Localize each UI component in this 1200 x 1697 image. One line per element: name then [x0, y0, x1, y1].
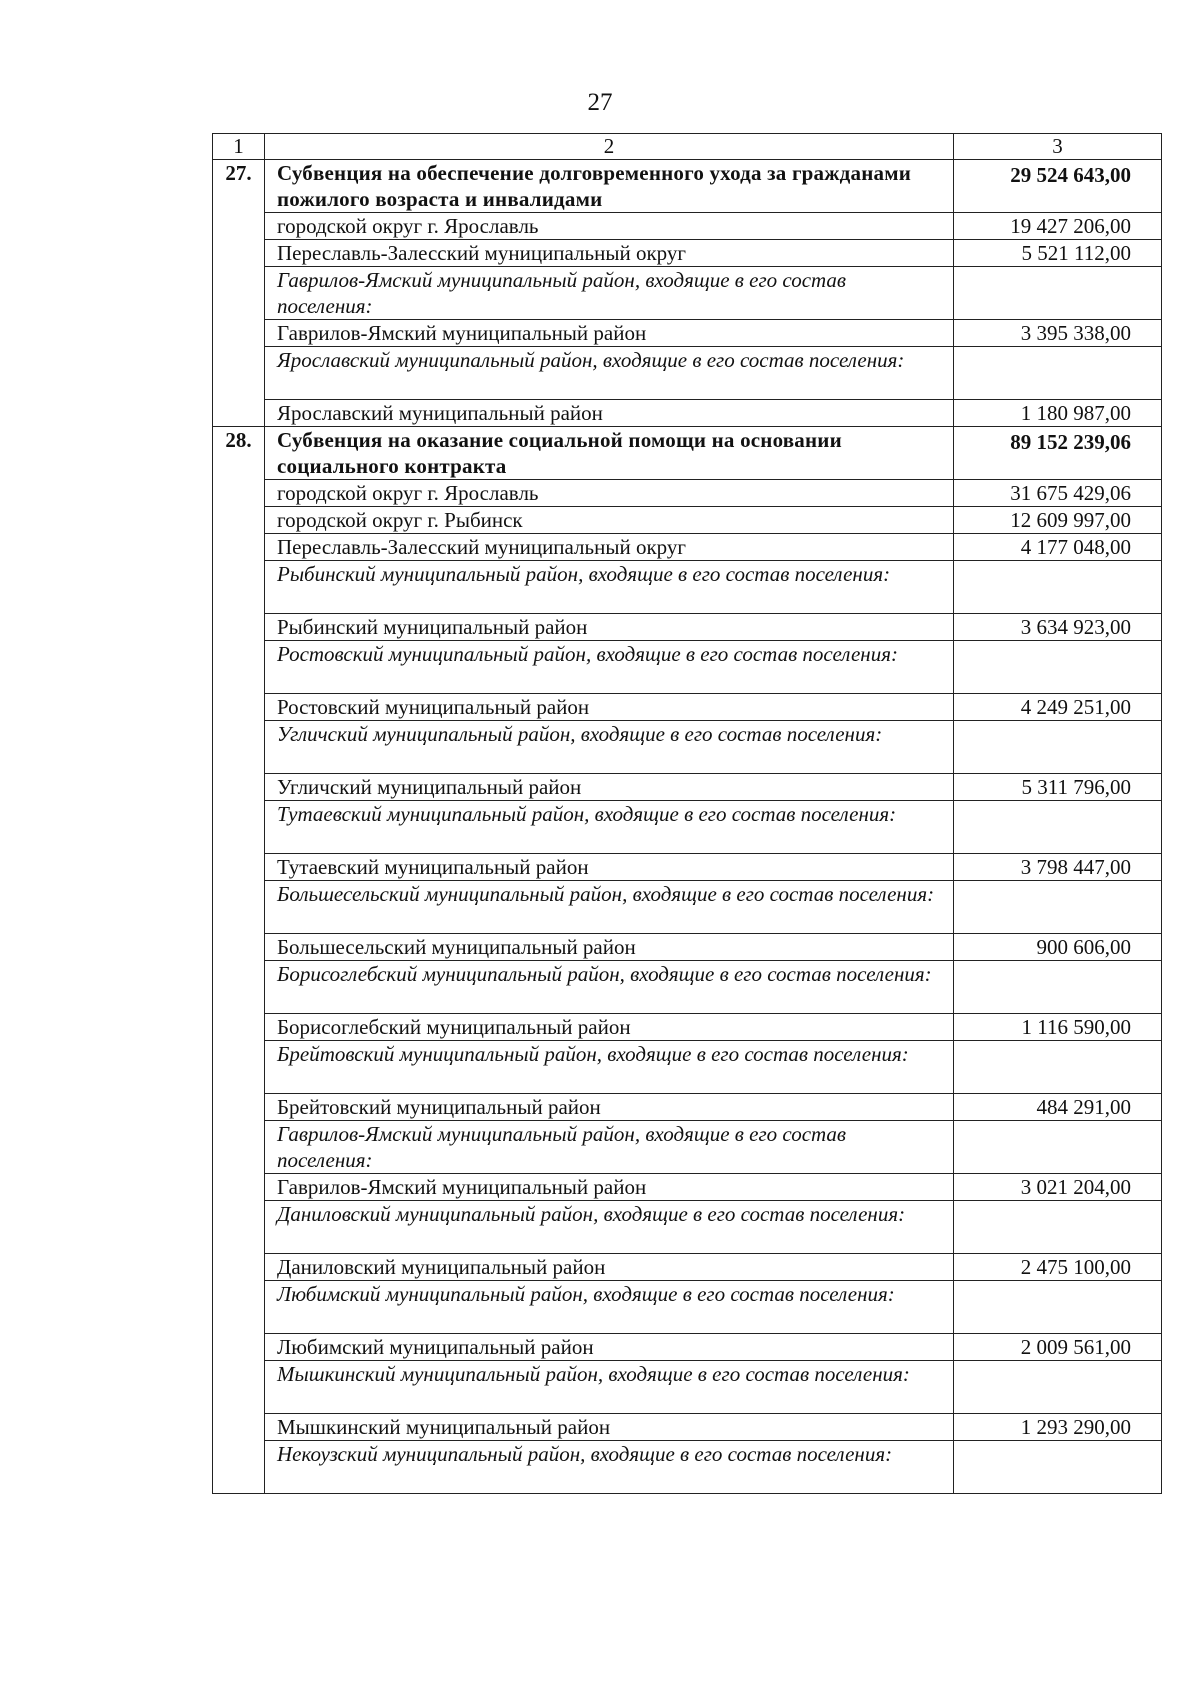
settlement-note-row [213, 561, 1162, 614]
section-header-row [213, 160, 1162, 213]
section-total: 29 524 643,00 [954, 160, 1162, 213]
amount-value [954, 1041, 1162, 1094]
section-total: 89 152 239,06 [954, 427, 1162, 480]
amount-value [954, 1441, 1162, 1494]
subvention-table [212, 133, 1162, 1494]
municipality-row [213, 854, 1162, 881]
municipality-name: Борисоглебский муниципальный район [265, 1014, 954, 1041]
municipality-row [213, 1334, 1162, 1361]
municipality-name: Ростовский муниципальный район [265, 694, 954, 721]
settlement-note-row [213, 1441, 1162, 1494]
amount-value [954, 641, 1162, 694]
amount-value [954, 347, 1162, 400]
amount-value: 4 249 251,00 [954, 694, 1162, 721]
municipality-row [213, 240, 1162, 267]
table-body [213, 134, 1162, 1494]
page-number: 27 [587, 89, 613, 116]
section-number: 28. [213, 427, 265, 1494]
section-title: Субвенция на оказание социальной помощи на основании социального контракта [265, 427, 954, 480]
municipality-row [213, 1414, 1162, 1441]
municipality-name: Даниловский муниципальный район [265, 1254, 954, 1281]
municipality-name: Переславль-Залесский муниципальный округ [265, 534, 954, 561]
municipality-name: Гаврилов-Ямский муниципальный район [265, 320, 954, 347]
municipality-name: Ярославский муниципальный район, входящие в его состав поселения: [265, 347, 954, 400]
amount-value: 2 475 100,00 [954, 1254, 1162, 1281]
municipality-name: Любимский муниципальный район [265, 1334, 954, 1361]
municipality-row [213, 934, 1162, 961]
municipality-row [213, 480, 1162, 507]
amount-value: 31 675 429,06 [954, 480, 1162, 507]
municipality-name: городской округ г. Ярославль [265, 213, 954, 240]
settlement-note-row [213, 267, 1162, 320]
municipality-name: Угличский муниципальный район [265, 774, 954, 801]
municipality-row [213, 507, 1162, 534]
municipality-row [213, 534, 1162, 561]
municipality-row [213, 694, 1162, 721]
section-number: 27. [213, 160, 265, 427]
municipality-name: Угличский муниципальный район, входящие в его состав поселения: [265, 721, 954, 774]
municipality-name: Борисоглебский муниципальный район, входящие в его состав поселения: [265, 961, 954, 1014]
municipality-row [213, 1094, 1162, 1121]
amount-value: 900 606,00 [954, 934, 1162, 961]
municipality-name: Брейтовский муниципальный район [265, 1094, 954, 1121]
municipality-name: Рыбинский муниципальный район, входящие в его состав поселения: [265, 561, 954, 614]
settlement-note-row [213, 801, 1162, 854]
settlement-note-row [213, 961, 1162, 1014]
municipality-row [213, 400, 1162, 427]
amount-value: 3 021 204,00 [954, 1174, 1162, 1201]
settlement-note-row [213, 721, 1162, 774]
amount-value: 3 395 338,00 [954, 320, 1162, 347]
municipality-row [213, 213, 1162, 240]
municipality-name: Даниловский муниципальный район, входящие в его состав поселения: [265, 1201, 954, 1254]
column-number-1: 1 [213, 134, 265, 160]
settlement-note-row [213, 1281, 1162, 1334]
amount-value: 5 311 796,00 [954, 774, 1162, 801]
amount-value: 484 291,00 [954, 1094, 1162, 1121]
municipality-name: городской округ г. Рыбинск [265, 507, 954, 534]
amount-value: 1 116 590,00 [954, 1014, 1162, 1041]
amount-value [954, 1201, 1162, 1254]
column-number-3: 3 [954, 134, 1162, 160]
municipality-name: Любимский муниципальный район, входящие в его состав поселения: [265, 1281, 954, 1334]
column-number-row [213, 134, 1162, 160]
section-title: Субвенция на обеспечение долговременного ухода за гражданами пожилого возраста и инвалидами [265, 160, 954, 213]
amount-value [954, 961, 1162, 1014]
amount-value: 3 634 923,00 [954, 614, 1162, 641]
municipality-name: Мышкинский муниципальный район, входящие в его состав поселения: [265, 1361, 954, 1414]
municipality-name: Ростовский муниципальный район, входящие в его состав поселения: [265, 641, 954, 694]
amount-value [954, 1121, 1162, 1174]
settlement-note-row [213, 1121, 1162, 1174]
municipality-name: Мышкинский муниципальный район [265, 1414, 954, 1441]
amount-value: 12 609 997,00 [954, 507, 1162, 534]
municipality-name: городской округ г. Ярославль [265, 480, 954, 507]
column-number-2: 2 [265, 134, 954, 160]
amount-value: 1 293 290,00 [954, 1414, 1162, 1441]
municipality-name: Переславль-Залесский муниципальный округ [265, 240, 954, 267]
amount-value [954, 1281, 1162, 1334]
municipality-name: Тутаевский муниципальный район [265, 854, 954, 881]
municipality-row [213, 1014, 1162, 1041]
municipality-name: Гаврилов-Ямский муниципальный район, входящие в его состав поселения: [265, 267, 954, 320]
municipality-row [213, 1254, 1162, 1281]
settlement-note-row [213, 641, 1162, 694]
municipality-name: Ярославский муниципальный район [265, 400, 954, 427]
amount-value [954, 721, 1162, 774]
amount-value [954, 881, 1162, 934]
municipality-row [213, 320, 1162, 347]
municipality-name: Брейтовский муниципальный район, входящие в его состав поселения: [265, 1041, 954, 1094]
amount-value [954, 561, 1162, 614]
amount-value [954, 1361, 1162, 1414]
settlement-note-row [213, 1361, 1162, 1414]
municipality-name: Некоузский муниципальный район, входящие в его состав поселения: [265, 1441, 954, 1494]
municipality-name: Гаврилов-Ямский муниципальный район [265, 1174, 954, 1201]
settlement-note-row [213, 1041, 1162, 1094]
settlement-note-row [213, 881, 1162, 934]
amount-value: 3 798 447,00 [954, 854, 1162, 881]
section-header-row [213, 427, 1162, 480]
municipality-row [213, 614, 1162, 641]
municipality-name: Гаврилов-Ямский муниципальный район, входящие в его состав поселения: [265, 1121, 954, 1174]
settlement-note-row [213, 1201, 1162, 1254]
municipality-name: Рыбинский муниципальный район [265, 614, 954, 641]
municipality-row [213, 774, 1162, 801]
amount-value: 5 521 112,00 [954, 240, 1162, 267]
settlement-note-row [213, 347, 1162, 400]
amount-value: 1 180 987,00 [954, 400, 1162, 427]
municipality-row [213, 1174, 1162, 1201]
amount-value: 2 009 561,00 [954, 1334, 1162, 1361]
amount-value [954, 267, 1162, 320]
municipality-name: Большесельский муниципальный район [265, 934, 954, 961]
municipality-name: Тутаевский муниципальный район, входящие в его состав поселения: [265, 801, 954, 854]
amount-value: 4 177 048,00 [954, 534, 1162, 561]
amount-value: 19 427 206,00 [954, 213, 1162, 240]
municipality-name: Большесельский муниципальный район, входящие в его состав поселения: [265, 881, 954, 934]
amount-value [954, 801, 1162, 854]
